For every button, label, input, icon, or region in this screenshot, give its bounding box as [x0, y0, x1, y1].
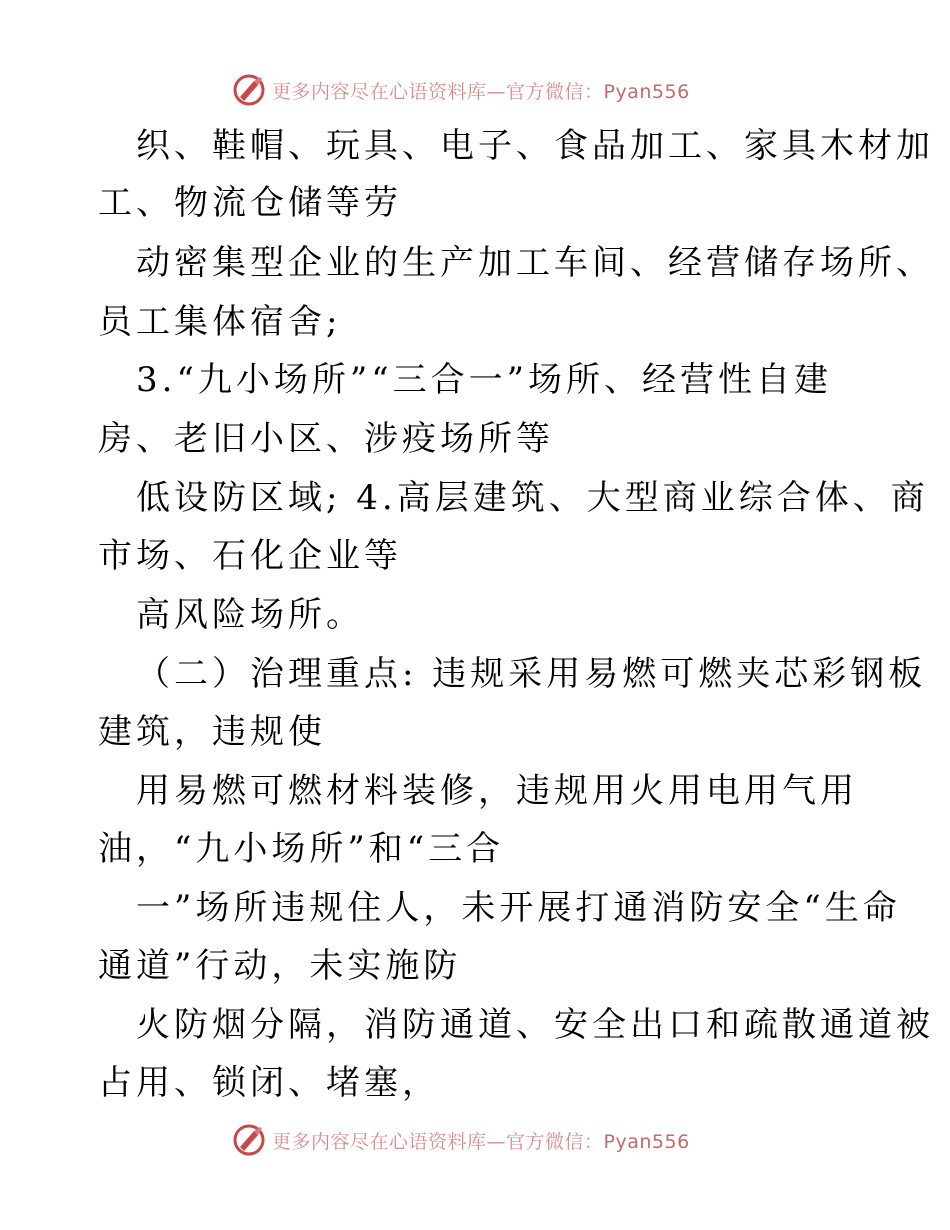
text-line-3: 动密集型企业的生产加工车间、经营储存场所、	[136, 243, 934, 283]
text-line-2: 工、物流仓储等劳	[98, 183, 402, 223]
text-line-17: 占用、锁闭、堵塞，	[98, 1063, 440, 1103]
text-line-9: 高风险场所。	[136, 595, 364, 635]
text-line-5: 3.“九小场所”“三合一”场所、经营性自建	[136, 360, 832, 400]
text-line-11: 建筑，违规使	[98, 712, 326, 752]
text-line-13: 油，“九小场所”和“三合	[98, 829, 505, 869]
watermark-header	[232, 72, 732, 108]
watermark-text: 更多内容尽在心语资料库—官方微信：Pyan556	[272, 1130, 690, 1153]
watermark-logo-icon	[232, 1123, 266, 1157]
watermark-footer	[232, 1122, 732, 1158]
text-line-6: 房、老旧小区、涉疫场所等	[98, 419, 554, 459]
text-line-7: 低设防区域; 4.高层建筑、大型商业综合体、商	[136, 478, 929, 518]
text-line-12: 用易燃可燃材料装修，违规用火用电用气用	[136, 771, 858, 811]
text-line-10: （二）治理重点: 违规采用易燃可燃夹芯彩钢板	[136, 654, 927, 694]
watermark-logo-icon	[232, 73, 266, 107]
text-line-4: 员工集体宿舍;	[98, 302, 342, 342]
text-line-8: 市场、石化企业等	[98, 536, 402, 576]
text-line-16: 火防烟分隔，消防通道、安全出口和疏散通道被	[136, 1005, 934, 1045]
text-line-15: 通道”行动，未实施防	[98, 946, 462, 986]
text-line-1: 织、鞋帽、玩具、电子、食品加工、家具木材加	[136, 126, 934, 166]
watermark-text: 更多内容尽在心语资料库—官方微信：Pyan556	[272, 80, 690, 103]
text-line-14: 一”场所违规住人，未开展打通消防安全“生命	[136, 888, 901, 928]
